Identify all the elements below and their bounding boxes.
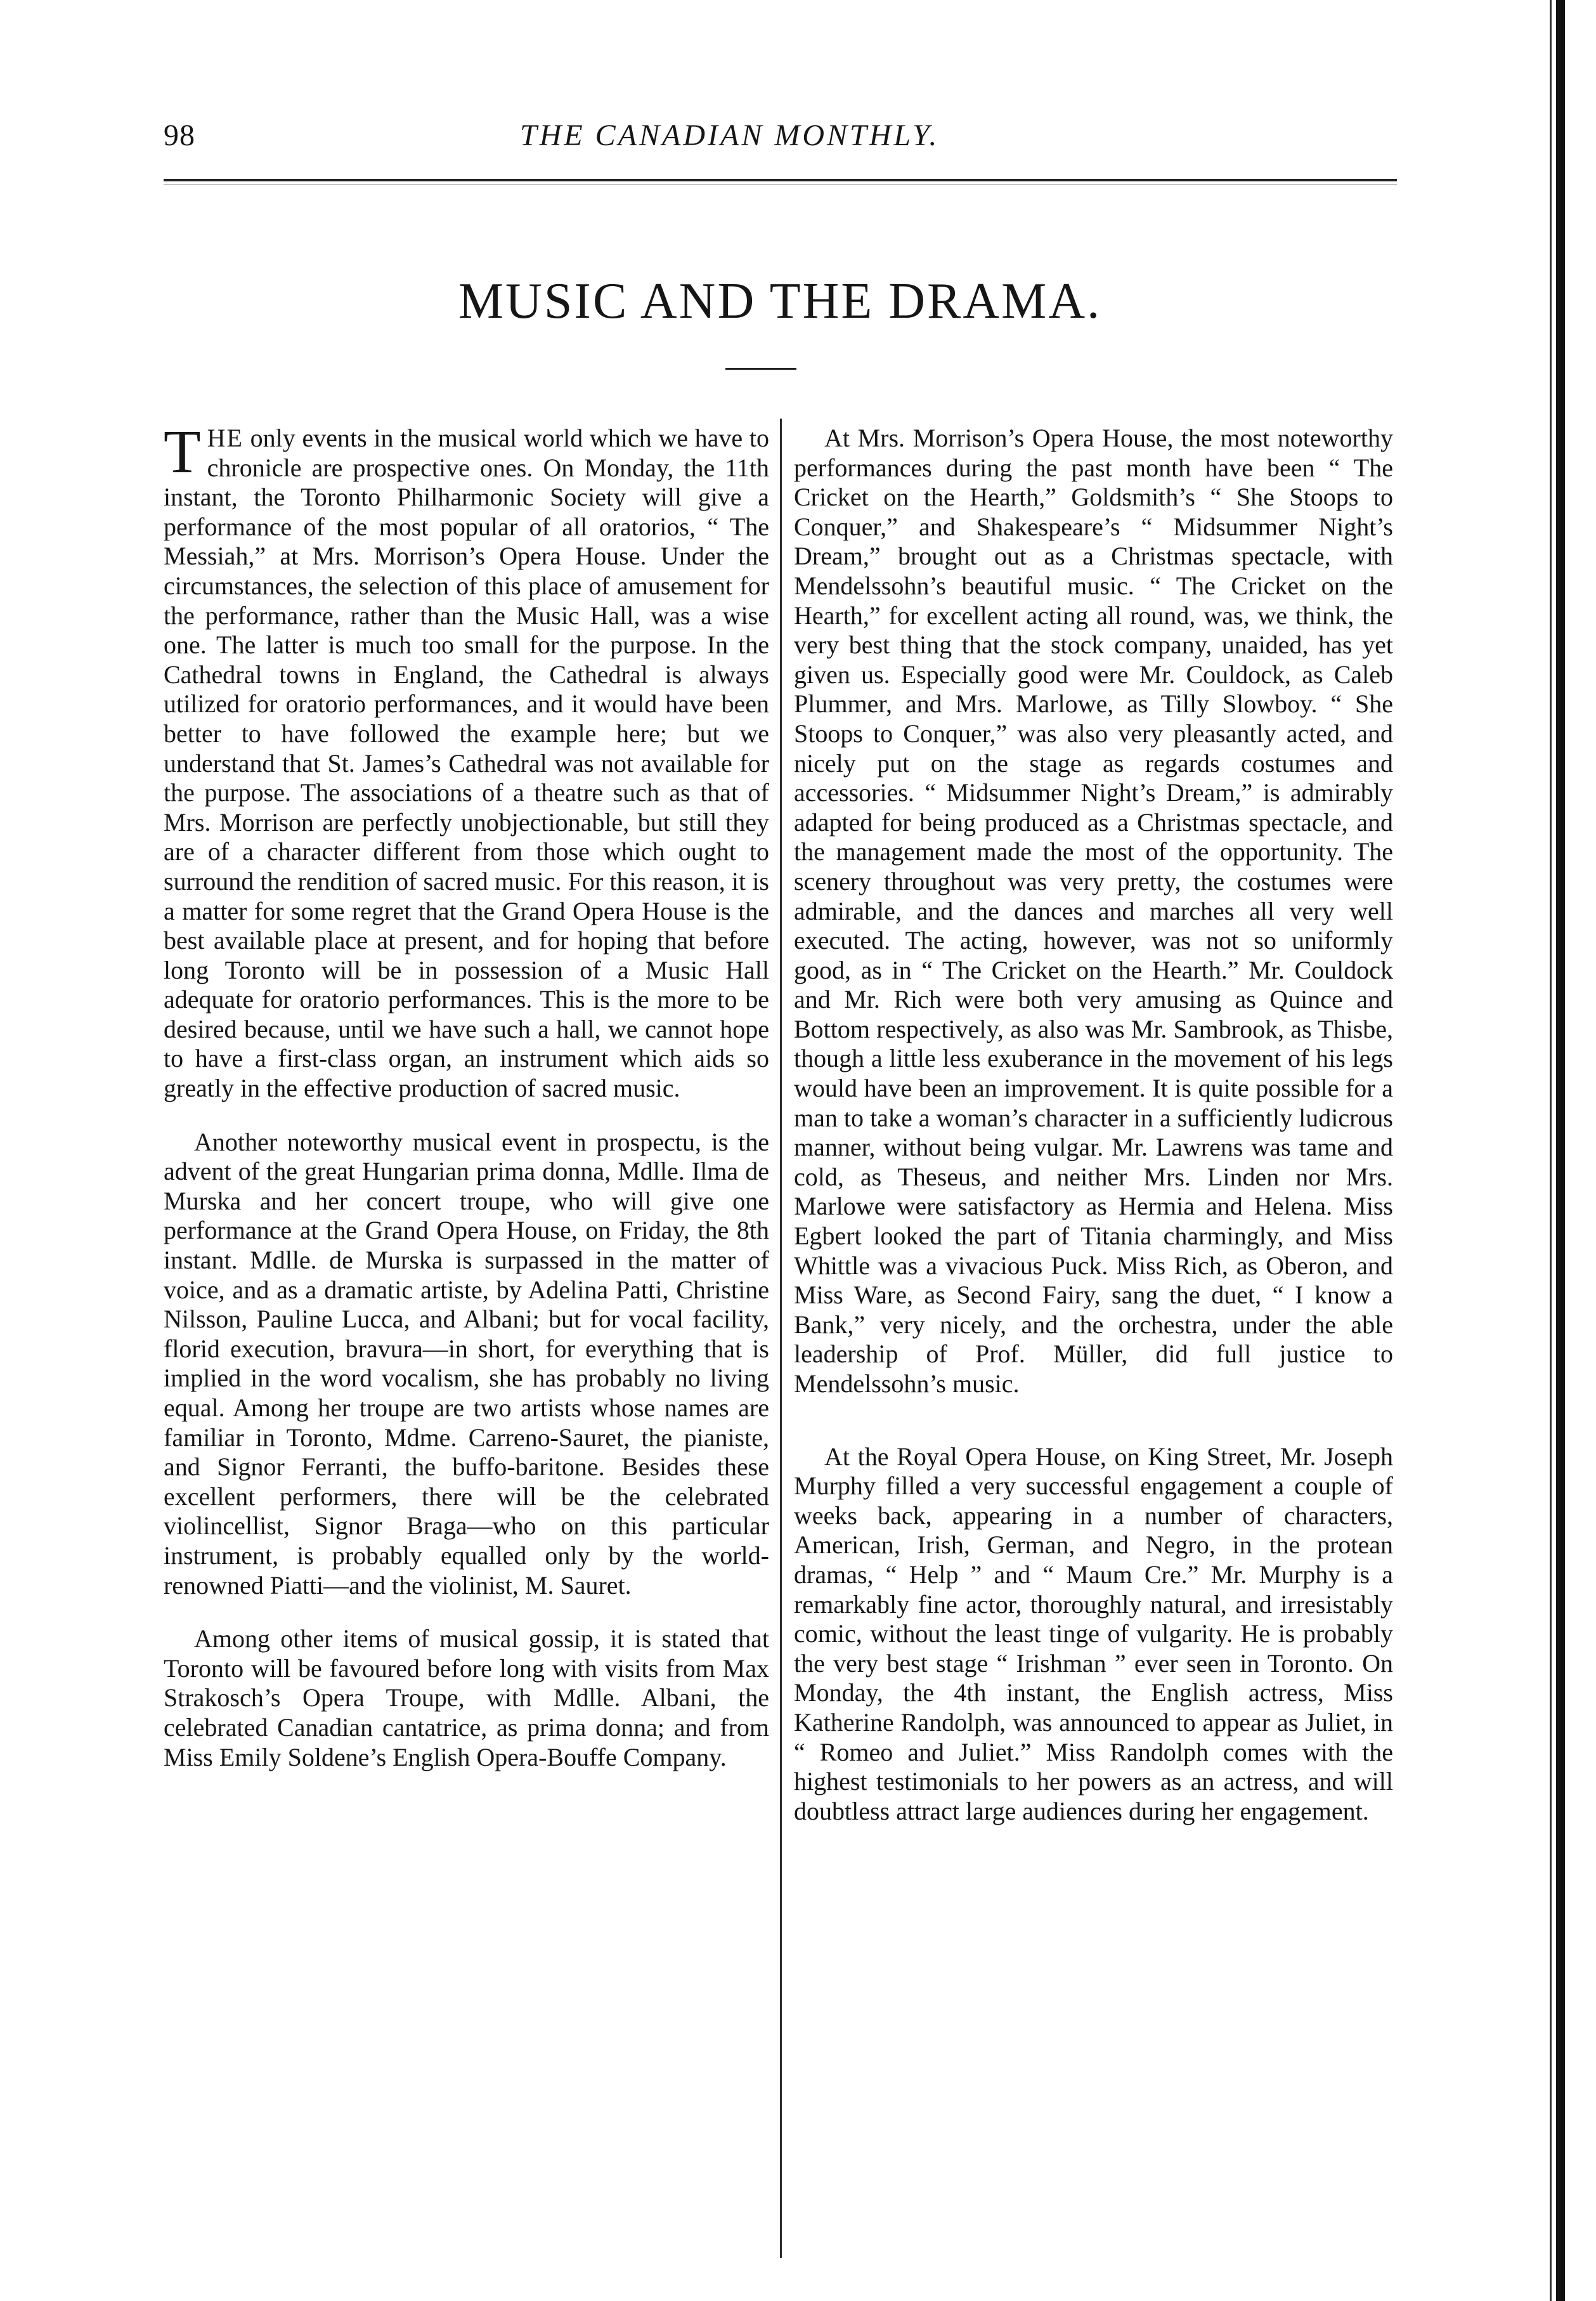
drop-cap: T <box>164 417 201 485</box>
left-paragraph-1 <box>164 417 770 1104</box>
lead-word: HE <box>207 424 243 452</box>
column-divider <box>780 419 782 2258</box>
running-head: THE CANADIAN MONTHLY. <box>520 119 940 152</box>
page-number: 98 <box>164 119 195 152</box>
left-paragraph-2: Another noteworthy musical event in prospectu, is the advent of the great Hungarian prima donna, Mdlle. Ilma de Murska and her concert troupe, who will give one performance at the Grand Opera House, on Friday, the 8th instant. Mdlle. de Murska is surpassed in the matter of voice, and as a dramatic artiste, by Adelina Patti, Christine Nilsson, Pauline Lucca, and Albani; but for vocal facility, florid execution, bravura—in short, for everything that is implied in the word vocalism, she has probably no living equal. Among her troupe are two artists whose names are familiar in Toronto, Mdme. Carreno-Sauret, the pianiste, and Signor Ferranti, the buffo-baritone. Besides these excellent performers, there will be the celebrated violincellist, Signor Braga—who on this particular instrument, is probably equalled only by the world-renowned Piatti—and the violinist, M. Sauret. <box>164 1127 769 1600</box>
right-paragraph-2: At the Royal Opera House, on King Street, Mr. Joseph Murphy filled a very successful engagement a couple of weeks back, appearing in a number of characters, American, Irish, German, and Negro, in the protean dramas, “ Help ” and “ Maum Cre.” Mr. Murphy is a remarkably fine actor, thoroughly natural, and irresistably comic, without the least tinge of vulgarity. He is probably the very best stage “ Irishman ” ever seen in Toronto. On Monday, the 4th instant, the English actress, Miss Katherine Randolph, was announced to appear as Juliet, in “ Romeo and Juliet.” Miss Randolph comes with the highest testimonials to her powers as an actress, and will doubtless attract large audiences during her engagement. <box>794 1442 1393 1825</box>
left-column <box>164 417 770 1796</box>
section-gap <box>794 1423 1393 1442</box>
left-paragraph-1-text: only events in the musical world which we have to chronicle are prospective ones. On Monday, the 11th instant, the Toronto Philharmonic Society will give a performance of the most popular of all oratorios, “ The Messiah,” at Mrs. Morrison’s Opera House. Under the circumstances, the selection of this place of amusement for the performance, rather than the Music Hall, was a wise one. The latter is much too small for the purpose. In the Cathedral towns in England, the Cathedral is always utilized for oratorio performances, and it would have been better to have followed the example here; but we understand that St. James’s Cathedral was not available for the purpose. The associations of a theatre such as that of Mrs. Morrison are perfectly unobjectionable, but still they are of a character different from those which ought to surround the rendition of sacred music. For this reason, it is a matter for some regret that the Grand Opera House is the best available place at present, and for hoping that before long Toronto will be in possession of a Music Hall adequate for oratorio performances. This is the more to be desired because, until we have such a hall, we cannot hope to have a first-class organ, an instrument which aids so greatly in the effective production of sacred music. <box>164 424 770 1103</box>
binding-edge-thin <box>1550 0 1552 2301</box>
article-title: MUSIC AND THE DRAMA. <box>458 273 1102 329</box>
left-paragraph-3: Among other items of musical gossip, it is stated that Toronto will be favoured before long with visits from Max Strakosch’s Opera Troupe, with Mdlle. Albani, the celebrated Canadian cantatrice, as prima donna; and from Miss Emily Soldene’s English Opera-Bouffe Company. <box>164 1624 769 1771</box>
header-rule <box>164 179 1397 181</box>
right-column <box>794 424 1393 1850</box>
title-rule <box>725 368 796 370</box>
right-paragraph-1: At Mrs. Morrison’s Opera House, the most noteworthy performances during the past month have been “ The Cricket on the Hearth,” Goldsmith’s “ She Stoops to Conquer,” and Shakespeare’s “ Midsummer Night’s Dream,” brought out as a Christmas spectacle, with Mendelssohn’s beautiful music. “ The Cricket on the Hearth,” for excellent acting all round, was, we think, the very best thing that the stock company, unaided, has yet given us. Especially good were Mr. Couldock, as Caleb Plummer, and Mrs. Marlowe, as Tilly Slowboy. “ She Stoops to Conquer,” was also very pleasantly acted, and nicely put on the stage as regards costumes and accessories. “ Midsummer Night’s Dream,” is admirably adapted for being produced as a Christmas spectacle, and the management made the most of the opportunity. The scenery throughout was very pretty, the costumes were admirable, and the dances and marches all very well executed. The acting, however, was not so uniformly good, as in “ The Cricket on the Hearth.” Mr. Couldock and Mr. Rich were both very amusing as Quince and Bottom respectively, as also was Mr. Sambrook, as Thisbe, though a little less exuberance in the movement of his legs would have been an improvement. It is quite possible for a man to take a woman’s character in a sufficiently ludicrous manner, without being vulgar. Mr. Lawrens was tame and cold, as Theseus, and neither Mrs. Linden nor Mrs. Marlowe were satisfactory as Hermia and Helena. Miss Egbert looked the part of Titania charmingly, and Miss Whittle was a vivacious Puck. Miss Rich, as Oberon, and Miss Ware, as Second Fairy, sang the duet, “ I know a Bank,” very nicely, and the orchestra, under the able leadership of Prof. Müller, did full justice to Mendelssohn’s music. <box>794 424 1393 1398</box>
binding-edge <box>1556 0 1565 2301</box>
